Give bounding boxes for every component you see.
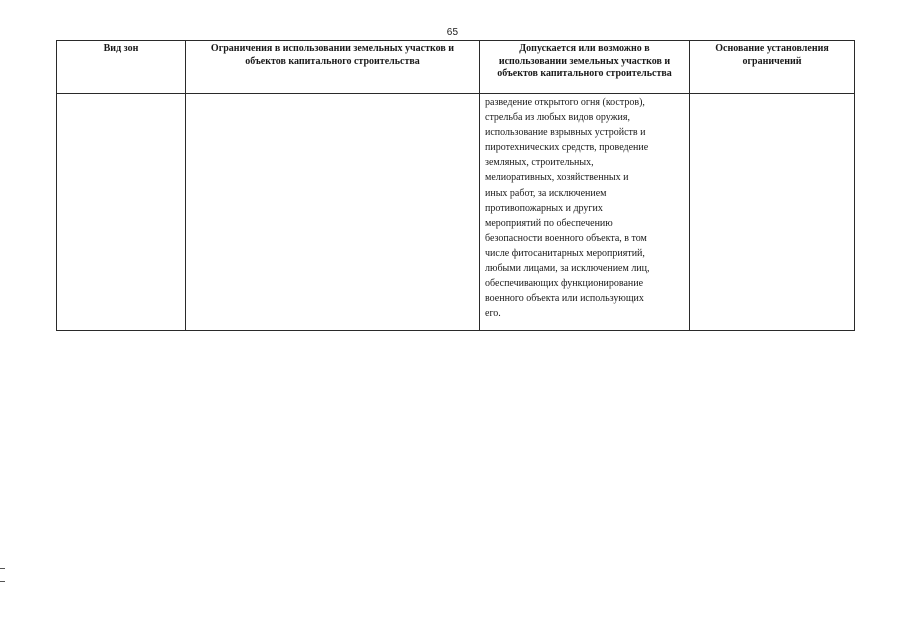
header-restrictions: Ограничения в использовании земельных участков и объектов капитального строительства bbox=[186, 41, 480, 94]
table-header-row bbox=[57, 41, 855, 94]
scan-edge-marks bbox=[0, 568, 6, 584]
cell-allowed: разведение открытого огня (костров), стрельба из любых видов оружия, использование взрывных устройств и пиротехнических средств, проведение земляных, строительных, мелиоративных, хозяйственных и иных работ, за исключением противопожарных и других мероприятий по обеспечению безопасности военного объекта, в том числе фитосанитарных мероприятий, любыми лицами, за исключением лиц, обеспечивающих функционирование военного объекта или использующих его. bbox=[480, 94, 690, 331]
header-basis: Основание установления ограничений bbox=[690, 41, 855, 94]
scan-mark bbox=[0, 568, 5, 569]
header-allowed: Допускается или возможно в использовании земельных участков и объектов капитального строительства bbox=[480, 41, 690, 94]
cell-basis bbox=[690, 94, 855, 331]
cell-restrictions bbox=[186, 94, 480, 331]
page-number: 65 bbox=[446, 27, 459, 38]
cell-zone-type bbox=[57, 94, 186, 331]
table-row bbox=[57, 94, 855, 331]
header-zone-type: Вид зон bbox=[57, 41, 186, 94]
restrictions-table bbox=[56, 40, 855, 331]
scan-mark bbox=[0, 581, 5, 582]
